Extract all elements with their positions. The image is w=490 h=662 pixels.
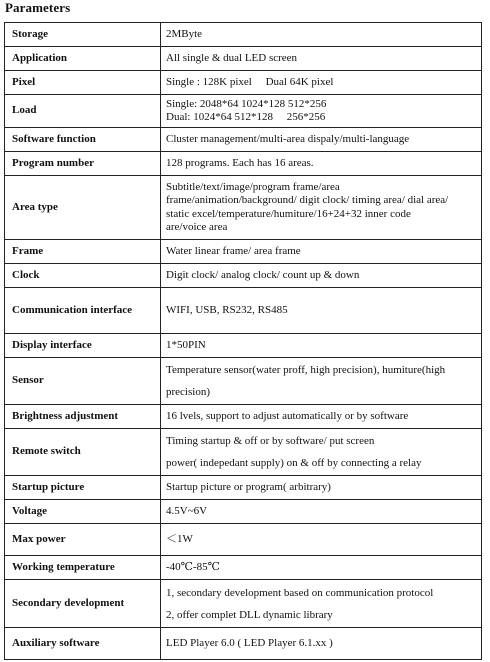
row-value [161, 580, 482, 628]
table-row [5, 240, 482, 264]
table-row [5, 288, 482, 334]
row-value [161, 47, 482, 71]
row-label: Voltage [5, 500, 161, 524]
table-row [5, 176, 482, 240]
table-row [5, 358, 482, 405]
table-row [5, 71, 482, 95]
row-label: Auxiliary software [5, 628, 161, 660]
row-value [161, 176, 482, 240]
table-row [5, 152, 482, 176]
row-value [161, 358, 482, 405]
row-value [161, 288, 482, 334]
row-label: Sensor [5, 358, 161, 405]
value-line: 1*50PIN [166, 338, 206, 351]
row-label: Working temperature [5, 556, 161, 580]
row-label: Secondary development [5, 580, 161, 628]
row-label: Remote switch [5, 429, 161, 476]
value-line: Dual: 1024*64 512*128 256*256 [166, 111, 326, 123]
row-value [161, 240, 482, 264]
value-line: 16 lvels, support to adjust automatically or by software [166, 409, 409, 422]
table-row [5, 524, 482, 556]
value-line: 4.5V~6V [166, 504, 208, 517]
value-line: static excel/temperature/humiture/16+24+32 inner code [166, 207, 411, 220]
row-value [161, 95, 482, 128]
row-label: Max power [5, 524, 161, 556]
row-label: Area type [5, 176, 161, 240]
row-label: Startup picture [5, 476, 161, 500]
row-label: Frame [5, 240, 161, 264]
value-line: ＜1W [166, 532, 193, 545]
table-row [5, 628, 482, 660]
row-value [161, 500, 482, 524]
row-value [161, 23, 482, 47]
table-row [5, 95, 482, 128]
parameters-table [4, 22, 482, 660]
value-line: Startup picture or program( arbitrary) [166, 480, 331, 493]
row-value [161, 556, 482, 580]
value-line: Temperature sensor(water proff, high precision), humiture(high [166, 364, 446, 376]
row-label: Communication interface [5, 288, 161, 334]
value-line: -40℃-85℃ [166, 560, 220, 573]
row-label: Storage [5, 23, 161, 47]
table-row [5, 429, 482, 476]
row-label: Program number [5, 152, 161, 176]
value-line: 1, secondary development based on communication protocol [166, 586, 434, 599]
row-value [161, 429, 482, 476]
value-line: 2MByte [166, 27, 203, 40]
value-line: Water linear frame/ area frame [166, 244, 301, 257]
row-label: Clock [5, 264, 161, 288]
value-line: are/voice area [166, 221, 228, 233]
row-label: Application [5, 47, 161, 71]
row-value [161, 152, 482, 176]
row-value [161, 476, 482, 500]
row-value [161, 128, 482, 152]
row-value [161, 71, 482, 95]
value-line: Subtitle/text/image/program frame/area [166, 180, 340, 193]
table-row [5, 556, 482, 580]
value-line: Digit clock/ analog clock/ count up & down [166, 268, 360, 281]
table-row [5, 23, 482, 47]
row-value [161, 524, 482, 556]
value-line: All single & dual LED screen [166, 51, 298, 64]
table-row [5, 264, 482, 288]
value-line: Cluster management/multi-area dispaly/multi-language [166, 132, 410, 145]
row-label: Brightness adjustment [5, 405, 161, 429]
value-line: precision) [166, 386, 210, 398]
value-line: LED Player 6.0 ( LED Player 6.1.xx ) [166, 636, 333, 649]
row-label: Pixel [5, 71, 161, 95]
table-row [5, 580, 482, 628]
row-label: Load [5, 95, 161, 128]
row-value [161, 264, 482, 288]
table-row [5, 405, 482, 429]
row-value [161, 405, 482, 429]
value-line: Single: 2048*64 1024*128 512*256 [166, 97, 327, 110]
value-line: frame/animation/background/ digit clock/ timing area/ dial area/ [166, 194, 449, 206]
table-row [5, 500, 482, 524]
table-row [5, 334, 482, 358]
value-line: WIFI, USB, RS232, RS485 [166, 303, 288, 316]
table-row [5, 128, 482, 152]
value-line: 128 programs. Each has 16 areas. [166, 156, 314, 169]
value-line: Timing startup & off or by software/ put screen [166, 435, 375, 447]
value-line: power( indepedant supply) on & off by connecting a relay [166, 457, 422, 469]
table-row [5, 476, 482, 500]
value-line: Single : 128K pixel Dual 64K pixel [166, 75, 334, 88]
value-line: 2, offer complet DLL dynamic library [166, 608, 333, 621]
table-row [5, 47, 482, 71]
row-value [161, 628, 482, 660]
section-title: Parameters [5, 0, 71, 15]
row-label: Software function [5, 128, 161, 152]
row-label: Display interface [5, 334, 161, 358]
row-value [161, 334, 482, 358]
